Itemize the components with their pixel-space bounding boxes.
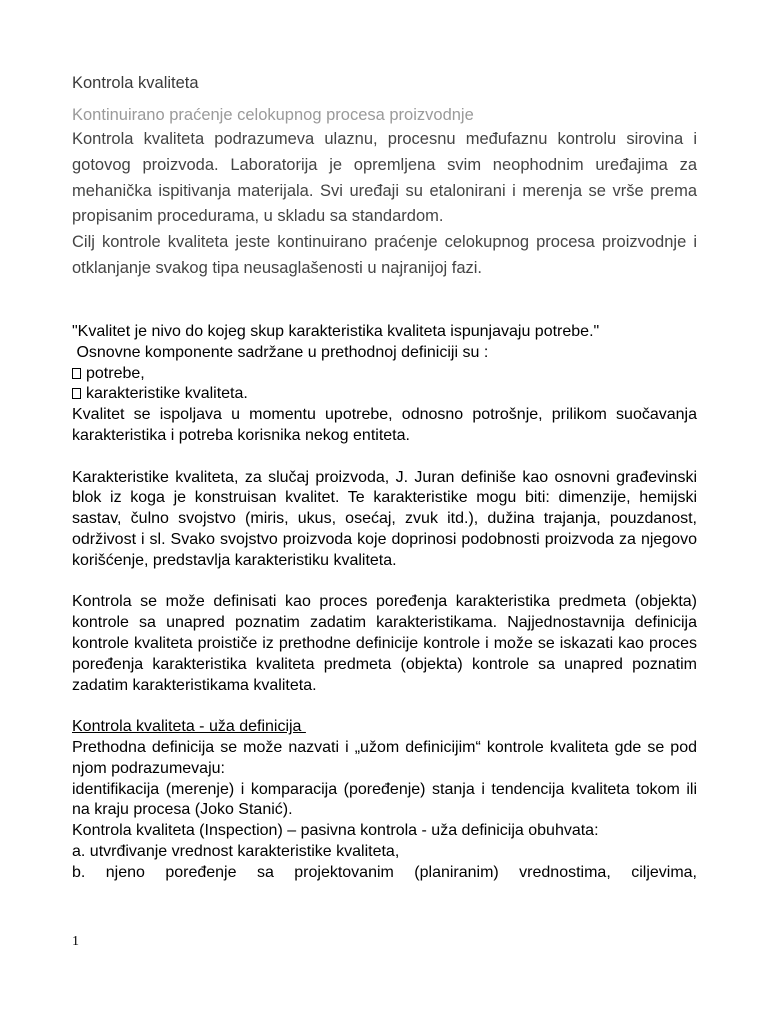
list-item-label: karakteristike kvaliteta. — [86, 385, 248, 403]
list-item-label: potrebe, — [86, 364, 145, 382]
paragraph: Kontrola kvaliteta (Inspection) – pasivna kontrola - uža definicija obuhvata: — [72, 822, 599, 840]
paragraph: identifikacija (merenje) i komparacija (poređenje) stanja i tendencija kvaliteta tokom ili na kraju procesa (Joko Stanić). — [72, 780, 697, 819]
page-number: 1 — [72, 934, 79, 949]
bullet-box-icon — [72, 368, 81, 379]
paragraph: Kvalitet se ispoljava u momentu upotrebe, odnosno potrošnje, prilikom suočavanja karakteristika i potreba korisnika nekog entiteta. — [72, 406, 697, 444]
list-item: a. utvrđivanje vrednost karakteristike kvaliteta, — [72, 842, 400, 860]
section-heading — [72, 717, 697, 738]
paragraph: Kontrola se može definisati kao proces poređenja karakteristika predmeta (objekta) kontrole sa unapred poznatim zadatim karakteristikama. Najjednostavnija definicija kontrole kvaliteta proističe iz prethodne definicije kontrole i može se iskazati kao proces poređenja karakteristika kvaliteta predmeta (objekta) kontrole sa unapred poznatim zadatim karakteristikama kvaliteta. — [72, 593, 697, 694]
document-subtitle: Kontinuirano praćenje celokupnog procesa proizvodnje — [72, 106, 474, 124]
bullet-box-icon — [72, 388, 81, 399]
paragraph: Karakteristike kvaliteta, za slučaj proizvoda, J. Juran definiše kao osnovni građevinski blok iz koga je konstruisan kvalitet. Te karakteristike mogu biti: dimenzije, hemijski sastav, čulno svojstvo (miris, ukus, osećaj, zvuk itd.), dužina trajanja, pouzdanost, održivost i sl. Svako svojstvo proizvoda koje doprinosi podobnosti proizvoda za njegovo korišćenje, predstavlja karakteristiku kvaliteta. — [72, 468, 697, 569]
list-item — [72, 384, 697, 405]
list-item: b. njeno poređenje sa projektovanim (planiranim) vrednostima, ciljevima, — [72, 863, 697, 881]
body-section — [72, 322, 697, 884]
intro-section — [72, 127, 697, 282]
intro-paragraph: Cilj kontrole kvaliteta jeste kontinuirano praćenje celokupnog procesa proizvodnje i otklanjanje svakog tipa neusaglašenosti u najranijoj fazi. — [72, 233, 697, 277]
components-intro: Osnovne komponente sadržane u prethodnoj definiciji su : — [72, 343, 489, 361]
document-title: Kontrola kvaliteta — [72, 74, 199, 92]
quote-line: "Kvalitet je nivo do kojeg skup karakteristika kvaliteta ispunjavaju potrebe." — [72, 323, 600, 340]
paragraph: Prethodna definicija se može nazvati i „užom definicijim“ kontrole kvaliteta gde se pod njom podrazumevaju: — [72, 738, 697, 777]
section-heading-text: Kontrola kvaliteta - uža definicija — [72, 718, 306, 736]
list-item — [72, 364, 697, 385]
intro-paragraph: Kontrola kvaliteta podrazumeva ulaznu, procesnu međufaznu kontrolu sirovina i gotovog proizvoda. Laboratorija je opremljena svim neophodnim uređajima za mehanička ispitivanja materijala. Svi uređaji su etalonirani i merenja se vrše prema propisanim procedurama, u skladu sa standardom. — [72, 130, 697, 226]
